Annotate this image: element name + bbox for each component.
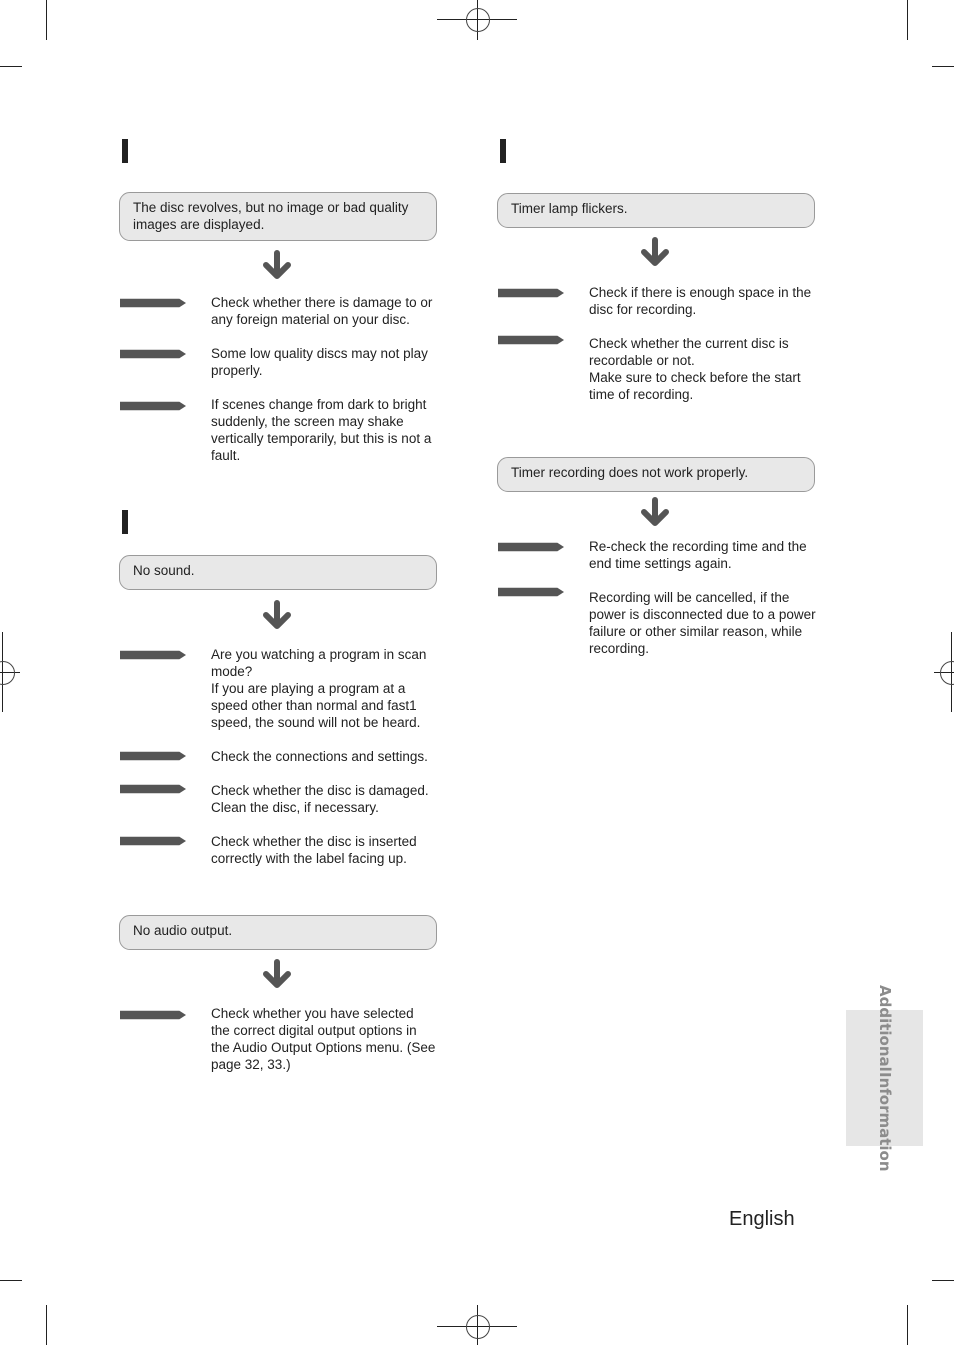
step-text: Check whether you have selected the correct digital output options in the Audio Output Options menu. (See page 32, 33.) (211, 1006, 436, 1072)
step-marker-icon (120, 348, 186, 360)
step-marker-icon (120, 649, 186, 661)
problem-box (119, 555, 437, 590)
crop-mark (0, 1280, 22, 1281)
step-text: Check if there is enough space in the disc for recording. (589, 285, 812, 317)
chevron-down-arrow-icon (638, 496, 672, 530)
step-text: If scenes change from dark to bright suddenly, the screen may shake vertically temporarily, but this is not a fault. (211, 397, 432, 463)
section-heading-marker (500, 139, 506, 163)
chevron-down-arrow-icon (260, 599, 294, 633)
section-heading-marker (122, 510, 128, 534)
registration-circle (0, 661, 15, 685)
problem-text: No sound. (133, 563, 195, 578)
step-text: Are you watching a program in scan mode? If you are playing a program at a speed other than normal and fast1 speed, the sound will not be heard. (211, 647, 427, 730)
step-text: Check whether there is damage to or any foreign material on your disc. (211, 295, 433, 327)
step-marker-icon (120, 1009, 186, 1021)
crop-mark (932, 1280, 954, 1281)
side-tab-line2: Information (876, 1071, 894, 1172)
step-marker-icon (120, 297, 186, 309)
step-text: Recording will be cancelled, if the power is disconnected due to a power failure or other similar reason, while recording. (589, 590, 816, 656)
step-marker-icon (120, 400, 186, 412)
crop-mark (46, 0, 47, 40)
step-marker-icon (498, 334, 564, 346)
crop-mark (932, 66, 954, 67)
step-text: Check whether the disc is damaged. Clean the disc, if necessary. (211, 783, 429, 815)
problem-box (497, 193, 815, 228)
step-text: Check whether the disc is inserted correctly with the label facing up. (211, 834, 417, 866)
step-marker-icon (120, 783, 186, 795)
problem-box (119, 915, 437, 950)
chevron-down-arrow-icon (260, 958, 294, 992)
registration-circle (466, 1315, 490, 1339)
crop-mark (46, 1305, 47, 1345)
problem-box (119, 192, 437, 241)
chevron-down-arrow-icon (638, 236, 672, 270)
step-text: Check the connections and settings. (211, 749, 428, 764)
registration-circle (940, 661, 954, 685)
section-heading-marker (122, 139, 128, 163)
crop-mark (0, 66, 22, 67)
problem-text: Timer recording does not work properly. (511, 465, 749, 480)
crop-mark (907, 0, 908, 40)
step-marker-icon (498, 541, 564, 553)
problem-box (497, 457, 815, 492)
step-marker-icon (498, 287, 564, 299)
step-marker-icon (120, 835, 186, 847)
registration-circle (466, 8, 490, 32)
problem-text: The disc revolves, but no image or bad quality images are displayed. (133, 200, 409, 232)
crop-mark (907, 1305, 908, 1345)
side-tab-label (846, 984, 923, 1172)
step-text: Some low quality discs may not play properly. (211, 346, 428, 378)
step-text: Re-check the recording time and the end time settings again. (589, 539, 807, 571)
problem-text: No audio output. (133, 923, 233, 938)
step-marker-icon (498, 586, 564, 598)
section-side-tab (846, 984, 923, 1172)
step-marker-icon (120, 750, 186, 762)
chevron-down-arrow-icon (260, 249, 294, 283)
problem-text: Timer lamp flickers. (511, 201, 628, 216)
page-language-label: English (729, 1208, 795, 1230)
side-tab-line1: Additional (876, 984, 894, 1072)
step-text: Check whether the current disc is recordable or not. Make sure to check before the start time of recording. (589, 336, 801, 402)
